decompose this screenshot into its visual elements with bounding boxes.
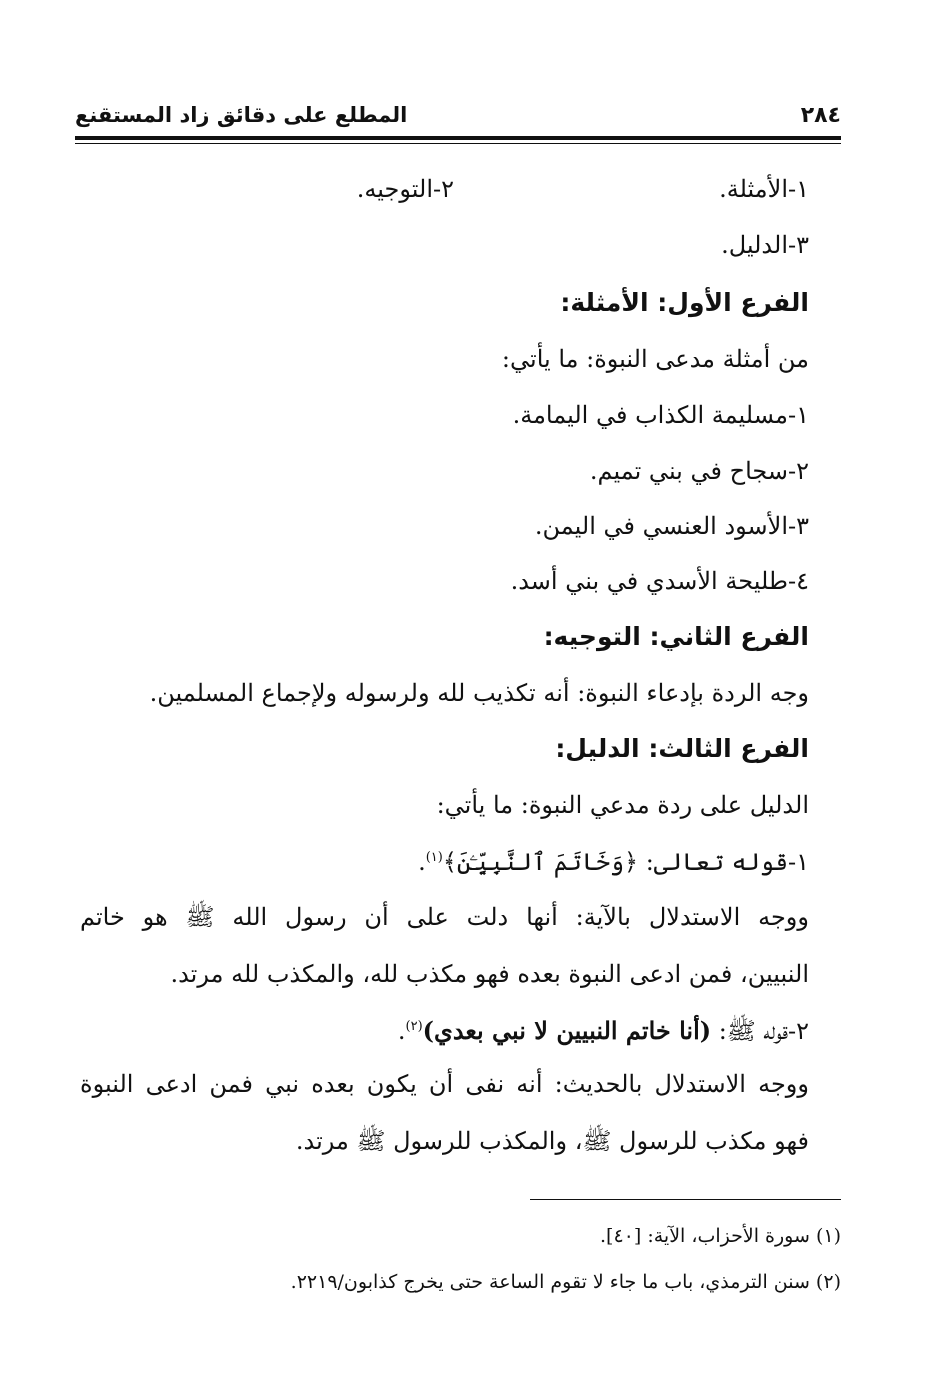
top-list-item-1: ١-الأمثلة. — [719, 175, 809, 203]
page-header — [75, 98, 841, 132]
section1-heading: الفرع الأول: الأمثلة: — [560, 288, 809, 317]
section1-item: ٢-سجاح في بني تميم. — [589, 457, 809, 485]
header-rule-thick — [75, 136, 841, 140]
section1-item: ١-مسليمة الكذاب في اليمامة. — [512, 401, 809, 429]
book-title: المطلع على دقائق زاد المستقنع — [75, 103, 408, 127]
section1-intro: من أمثلة مدعى النبوة: ما يأتي: — [501, 345, 809, 373]
evidence1-end: . — [418, 848, 426, 876]
top-list-row — [80, 172, 809, 206]
quran-verse: ﴿وَخَاتَمَ ٱلنَّبِيِّـۧنَ﴾ — [442, 848, 639, 876]
section2-heading: الفرع الثاني: التوجيه: — [543, 622, 809, 651]
footnote-rule — [530, 1199, 841, 1200]
evidence1-line — [80, 841, 809, 879]
evidence2-line — [80, 1010, 809, 1048]
footnote-ref-1: (١) — [425, 850, 443, 865]
explanation1-line1: ووجه الاستدلال بالآية: أنها دلت على أن رسول الله ﷺ هو خاتم — [80, 903, 809, 931]
section2-text: وجه الردة بإدعاء النبوة: أنه تكذيب لله ولرسوله ولإجماع المسلمين. — [149, 679, 809, 707]
section1-item: ٣-الأسود العنسي في اليمن. — [534, 512, 809, 540]
evidence2-prefix: ٢-قوله ﷺ: — [711, 1017, 809, 1045]
top-list-item-2: ٢-التوجيه. — [356, 175, 454, 203]
top-list-item-3: ٣-الدليل. — [721, 231, 809, 259]
footnote-2: (٢) سنن الترمذي، باب ما جاء لا تقوم الساعة حتى يخرج كذابون/٢٢١٩. — [290, 1271, 841, 1293]
section3-intro: الدليل على ردة مدعي النبوة: ما يأتي: — [436, 791, 809, 819]
hadith-text: (أنا خاتم النبيين لا نبي بعدي) — [422, 1016, 712, 1045]
evidence2-end: . — [397, 1017, 406, 1045]
explanation1-line2: النبيين، فمن ادعى النبوة بعده فهو مكذب لله، والمكذب لله مرتد. — [170, 960, 809, 988]
evidence1-prefix: ١-قوله تعالى: — [638, 848, 809, 876]
section1-item: ٤-طليحة الأسدي في بني أسد. — [510, 567, 809, 595]
explanation2-line1: ووجه الاستدلال بالحديث: أنه نفى أن يكون بعده نبي فمن ادعى النبوة — [80, 1070, 809, 1098]
section3-heading: الفرع الثالث: الدليل: — [555, 734, 809, 763]
footnote-ref-2: (٢) — [405, 1019, 423, 1034]
header-rule-thin — [75, 143, 841, 144]
page-number: ٢٨٤ — [800, 102, 841, 128]
explanation2-line2: فهو مكذب للرسول ﷺ، والمكذب للرسول ﷺ مرتد. — [295, 1127, 809, 1155]
footnote-1: (١) سورة الأحزاب، الآية: [٤٠]. — [600, 1225, 841, 1247]
